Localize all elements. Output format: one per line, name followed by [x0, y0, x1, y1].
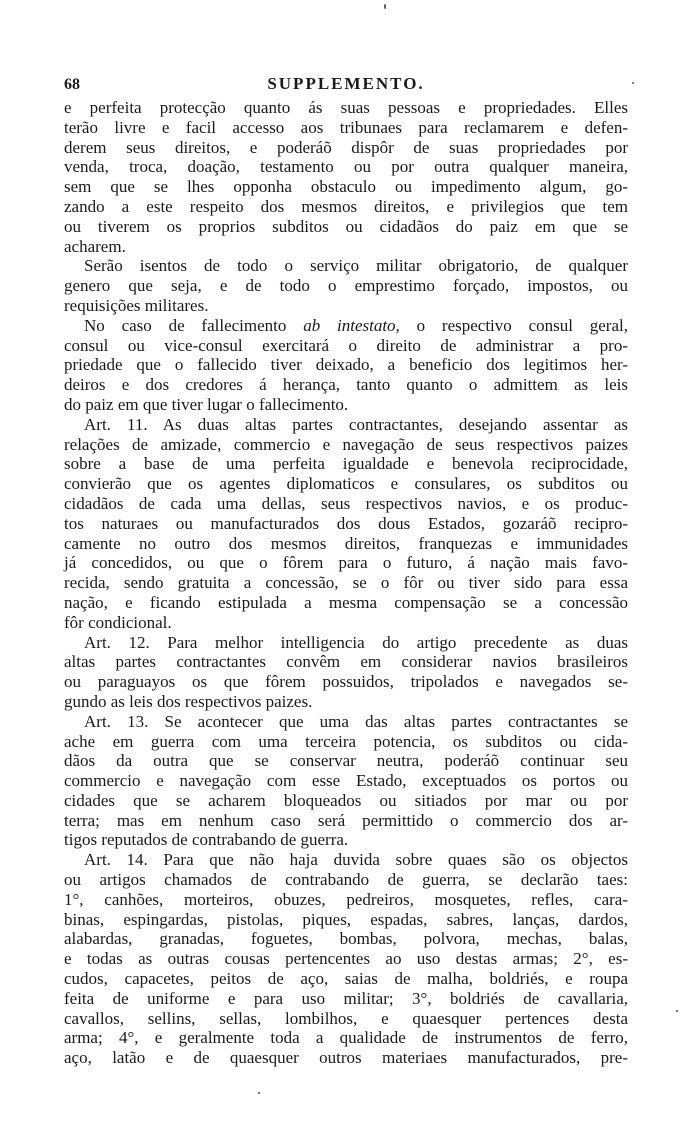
text-line: ou paraguayos os que fôrem possuidos, tripolados e navegados se-	[64, 672, 628, 692]
italic-phrase: ab intestato,	[303, 315, 400, 335]
paragraph	[64, 256, 628, 315]
text-line: ou artigos chamados de contrabando de guerra, se declarão taes:	[64, 870, 628, 890]
text-line: e perfeita protecção quanto ás suas pessoas e propriedades. Elles	[64, 98, 628, 117]
paragraph	[64, 712, 628, 851]
text-line	[64, 316, 628, 336]
scan-speck	[258, 1092, 260, 1094]
text-line: ou tiverem os proprios subditos ou cidadãos do paiz em que se	[64, 216, 628, 236]
text-line: Art. 13. Se acontecer que uma das altas partes contractantes se	[84, 711, 628, 731]
paragraph	[64, 850, 628, 1068]
text-line: 1°, canhões, morteiros, obuzes, pedreiros, mosquetes, refles, cara-	[64, 889, 628, 909]
text-line: priedade que o fallecido tiver deixado, a beneficio dos legitimos her-	[64, 355, 628, 375]
text-line: terão livre e facil accesso aos tribunaes para reclamarem e defen-	[64, 117, 628, 137]
text-line: sobre a base de uma perfeita igualdade e benevola reciprocidade,	[64, 454, 628, 474]
text-line: genero que seja, e de todo o emprestimo forçado, impostos, ou	[64, 276, 628, 296]
text-line: cavallos, sellins, sellas, lombilhos, e quaesquer pertences desta	[64, 1008, 628, 1028]
scan-speck	[632, 82, 634, 84]
text-line: requisições militares.	[64, 295, 209, 315]
text-segment: No caso de fallecimento	[84, 315, 304, 335]
paragraph	[64, 633, 628, 712]
text-line: recida, sendo gratuita a concessão, se o fôr ou tiver sido para essa	[64, 573, 628, 593]
text-line: alabardas, granadas, foguetes, bombas, polvora, mechas, balas,	[64, 929, 628, 949]
paragraph	[64, 316, 628, 415]
text-segment: o respectivo consul geral,	[399, 315, 628, 335]
text-line: camente no outro dos mesmos direitos, franquezas e immunidades	[64, 533, 628, 553]
text-line: gundo as leis dos respectivos paizes.	[64, 691, 313, 711]
text-line: e todas as outras cousas pertencentes ao uso destas armas; 2°, es-	[64, 949, 628, 969]
text-line: convierão que os agentes diplomaticos e consulares, os subditos ou	[64, 474, 628, 494]
text-line: cudos, capacetes, peitos de aço, saias de malha, boldriés, e roupa	[64, 969, 628, 989]
text-line: cidadãos de cada uma dellas, seus respectivos navios, e os produc-	[64, 493, 628, 513]
text-line: dãos da outra que se conservar neutra, poderáõ continuar seu	[64, 751, 628, 771]
text-line: fôr condicional.	[64, 612, 172, 632]
text-line: deiros e dos credores á herança, tanto quanto o admittem as leis	[64, 375, 628, 395]
text-line: derem seus direitos, e poderáõ dispôr de suas propriedades por	[64, 137, 628, 157]
text-line: terra; mas em nenhum caso será permittido o commercio dos ar-	[64, 810, 628, 830]
text-line: commercio e navegação com esse Estado, exceptuados os portos ou	[64, 771, 628, 791]
text-line: feita de uniforme e para uso militar; 3°, boldriés de cavallaria,	[64, 988, 628, 1008]
text-line: altas partes contractantes convêm em considerar navios brasileiros	[64, 652, 628, 672]
text-line: Art. 11. As duas altas partes contractantes, desejando assentar as	[84, 414, 628, 434]
running-header	[64, 74, 628, 96]
text-line: do paiz em que tiver lugar o fallecimento.	[64, 394, 349, 414]
text-line: Art. 12. Para melhor intelligencia do artigo precedente as duas	[84, 632, 628, 652]
text-line: cidades que se acharem bloqueados ou sitiados por mar ou por	[64, 790, 628, 810]
text-line: tos naturaes ou manufacturados dos dous Estados, gozaráõ recipro-	[64, 513, 628, 533]
text-line: Serão isentos de todo o serviço militar obrigatorio, de qualquer	[84, 256, 628, 276]
text-line: acharem.	[64, 236, 126, 256]
text-line: venda, troca, doação, testamento ou por outra qualquer maneira,	[64, 157, 628, 177]
text-line: arma; 4°, e geralmente toda a qualidade de instrumentos de ferro,	[64, 1028, 628, 1048]
paragraph	[64, 415, 628, 633]
running-head-title: SUPPLEMENTO.	[267, 74, 425, 93]
page-number: 68	[64, 76, 80, 93]
scan-speck	[676, 1010, 678, 1012]
text-line: aço, latão e de quaesquer outros materiaes manufacturados, pre-	[64, 1048, 628, 1068]
text-line: tigos reputados de contrabando de guerra.	[64, 830, 349, 850]
page-body-text	[64, 98, 628, 1068]
text-line: Art. 14. Para que não haja duvida sobre quaes são os objectos	[84, 850, 628, 870]
text-line: relações de amizade, commercio e navegação de seus respectivos paizes	[64, 434, 628, 454]
text-line: nação, e ficando estipulada a mesma compensação se a concessão	[64, 592, 628, 612]
text-line: sem que se lhes opponha obstaculo ou impedimento algum, go-	[64, 177, 628, 197]
paragraph	[64, 98, 628, 256]
text-line: já concedidos, ou que o fôrem para o futuro, á nação mais favo-	[64, 553, 628, 573]
scan-speck	[384, 4, 386, 9]
text-line: binas, espingardas, pistolas, piques, espadas, sabres, lanças, dardos,	[64, 909, 628, 929]
text-line: ache em guerra com uma terceira potencia, os subditos ou cida-	[64, 731, 628, 751]
text-line: consul ou vice-consul exercitará o direito de administrar a pro-	[64, 335, 628, 355]
text-line: zando a este respeito dos mesmos direitos, e privilegios que tem	[64, 196, 628, 216]
